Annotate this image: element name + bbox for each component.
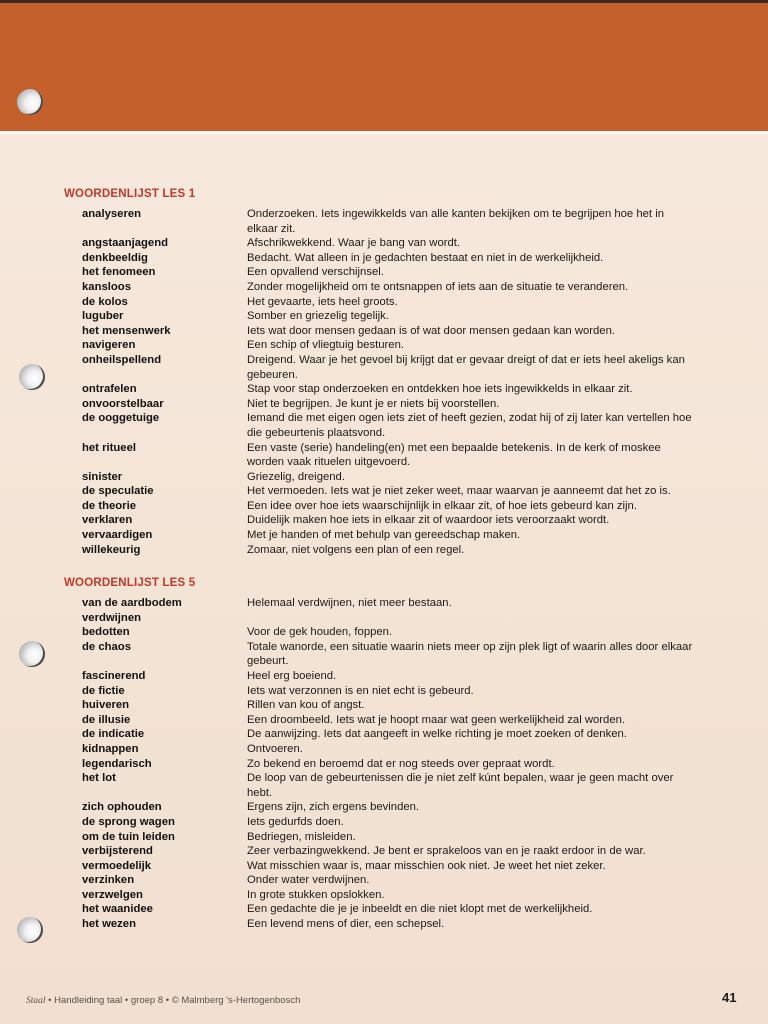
entry-term: kidnappen (82, 742, 139, 755)
entry-definition: Een idee over hoe iets waarschijnlijk in elkaar zit, of hoe iets gebeurd kan zijn. (247, 499, 637, 512)
entry-term: onvoorstelbaar (82, 397, 164, 410)
punch-hole-icon (19, 364, 45, 390)
entry-definition: De loop van de gebeurtenissen die je niet zelf kúnt bepalen, waar je geen macht over hebt. (247, 772, 674, 799)
word-entry (64, 844, 744, 859)
entry-term: de ooggetuige (82, 412, 160, 425)
entry-term: onheilspellend (82, 353, 162, 366)
entry-definition: In grote stukken opslokken. (247, 888, 385, 901)
entry-definition: Een vaste (serie) handeling(en) met een bepaalde betekenis. In de kerk of moskee worden vaak rituelen uitgevoerd. (247, 441, 661, 469)
entry-term: vermoedelijk (82, 859, 152, 872)
word-entry (64, 280, 744, 295)
entry-term: bedotten (82, 626, 130, 639)
word-entry (64, 265, 744, 280)
entry-definition: Heel erg boeiend. (247, 669, 337, 682)
word-entry (64, 888, 744, 903)
entry-term: verbijsterend (82, 845, 153, 858)
entry-definition: Ontvoeren. (247, 742, 303, 755)
entry-term: de illusie (82, 713, 131, 726)
punch-hole-icon (19, 641, 45, 667)
footer-text: • Handleiding taal • groep 8 • © Malmberg 's-Hertogenbosch (45, 995, 301, 1006)
word-entry (64, 499, 744, 514)
page-number: 41 (722, 990, 737, 1005)
header-band (0, 0, 768, 131)
entry-term: legendarisch (82, 757, 152, 770)
entry-definition: Ergens zijn, zich ergens bevinden. (247, 801, 420, 814)
word-entry (64, 800, 744, 815)
entry-term: het fenomeen (82, 266, 156, 279)
word-entry (64, 251, 744, 266)
entry-term: het waanidee (82, 903, 153, 916)
word-entry (64, 713, 744, 728)
word-entry (64, 859, 744, 874)
word-entry (64, 742, 744, 757)
entry-definition: Griezelig, dreigend. (247, 470, 345, 483)
entry-definition: Rillen van kou of angst. (247, 699, 365, 712)
entry-definition: De aanwijzing. Iets dat aangeeft in welke richting je moet zoeken of denken. (247, 728, 627, 741)
entry-term: willekeurig (82, 543, 141, 556)
entry-definition: Zeer verbazingwekkend. Je bent er sprakeloos van en je raakt erdoor in de war. (247, 845, 646, 858)
word-entry (64, 830, 744, 845)
entry-term: kansloos (82, 280, 131, 293)
entry-term: verzinken (82, 874, 135, 887)
footer-credit (26, 995, 300, 1006)
word-entry (64, 353, 744, 382)
word-list-section (64, 576, 744, 932)
entry-term: de theorie (82, 499, 136, 512)
entry-definition: Een schip of vliegtuig besturen. (247, 339, 404, 352)
entry-term: ontrafelen (82, 383, 137, 396)
entry-list (64, 207, 744, 557)
word-entry (64, 382, 744, 397)
entry-definition: Iemand die met eigen ogen iets ziet of heeft gezien, zodat hij of zij later kan vertellen hoe die gebeurtenis plaatsvond. (247, 412, 692, 439)
word-entry (64, 441, 744, 470)
entry-definition: Totale wanorde, een situatie waarin niets meer op zijn plek ligt of waarin alles door elkaar gebeurt. (247, 640, 693, 668)
entry-term: zich ophouden (82, 801, 162, 814)
entry-definition: Duidelijk maken hoe iets in elkaar zit of waardoor iets veroorzaakt wordt. (247, 514, 610, 527)
word-entry (64, 397, 744, 412)
entry-term: om de tuin leiden (82, 830, 175, 843)
entry-definition: Niet te begrijpen. Je kunt je er niets bij voorstellen. (247, 397, 500, 410)
section-title: WOORDENLIJST LES 5 (64, 577, 196, 589)
entry-definition: Een opvallend verschijnsel. (247, 266, 384, 279)
word-entry (64, 596, 744, 625)
entry-term: luguber (82, 310, 124, 323)
entry-term: de speculatie (82, 485, 154, 498)
entry-definition: Zo bekend en beroemd dat er nog steeds over gepraat wordt. (247, 757, 555, 770)
word-entry (64, 309, 744, 324)
word-entry (64, 757, 744, 772)
entry-term: de kolos (82, 295, 128, 308)
entry-term: denkbeeldig (82, 251, 148, 264)
entry-definition: Iets wat verzonnen is en niet echt is gebeurd. (247, 684, 474, 697)
entry-definition: Onder water verdwijnen. (247, 874, 370, 887)
entry-list (64, 596, 744, 932)
entry-term: het lot (82, 772, 116, 785)
entry-definition: Afschrikwekkend. Waar je bang van wordt. (247, 237, 461, 250)
entry-term: vervaardigen (82, 529, 153, 542)
entry-definition: Zomaar, niet volgens een plan of een regel. (247, 543, 465, 556)
entry-term: de fictie (82, 684, 125, 697)
word-entry (64, 207, 744, 236)
entry-definition: Bedriegen, misleiden. (247, 830, 356, 843)
entry-definition: Somber en griezelig tegelijk. (247, 310, 389, 323)
entry-definition: Voor de gek houden, foppen. (247, 626, 393, 639)
entry-term: navigeren (82, 339, 136, 352)
entry-term: het ritueel (82, 441, 136, 454)
word-entry (64, 236, 744, 251)
entry-term: het wezen (82, 918, 136, 931)
entry-definition: Zonder mogelijkheid om te ontsnappen of iets aan de situatie te veranderen. (247, 280, 629, 293)
word-entry (64, 873, 744, 888)
word-entry (64, 470, 744, 485)
word-entry (64, 625, 744, 640)
entry-definition: Onderzoeken. Iets ingewikkelds van alle kanten bekijken om te begrijpen hoe het in elkaar zit. (247, 208, 664, 235)
entry-definition: Met je handen of met behulp van gereedschap maken. (247, 529, 521, 542)
word-entry (64, 727, 744, 742)
word-entry (64, 902, 744, 917)
entry-definition: Het vermoeden. Iets wat je niet zeker weet, maar waarvan je aanneemt dat het zo is. (247, 485, 671, 498)
entry-term: sinister (82, 470, 123, 483)
entry-term: angstaanjagend (82, 237, 169, 250)
word-entry (64, 669, 744, 684)
word-entry (64, 528, 744, 543)
entry-definition: Bedacht. Wat alleen in je gedachten bestaat en niet in de werkelijkheid. (247, 251, 604, 264)
entry-definition: Stap voor stap onderzoeken en ontdekken hoe iets ingewikkelds in elkaar zit. (247, 383, 633, 396)
entry-term: verklaren (82, 514, 133, 527)
word-entry (64, 295, 744, 310)
header-top-line (0, 0, 768, 3)
punch-hole-icon (17, 917, 43, 943)
entry-definition: Helemaal verdwijnen, niet meer bestaan. (247, 597, 452, 609)
entry-definition: Een levend mens of dier, een schepsel. (247, 918, 445, 931)
entry-term: de indicatie (82, 728, 145, 741)
word-entry (64, 324, 744, 339)
entry-definition: Een droombeeld. Iets wat je hoopt maar wat geen werkelijkheid zal worden. (247, 713, 626, 726)
entry-definition: Een gedachte die je je inbeeldt en die niet klopt met de werkelijkheid. (247, 903, 593, 916)
entry-term: de sprong wagen (82, 815, 175, 828)
entry-term: de chaos (82, 640, 131, 653)
word-entry (64, 338, 744, 353)
entry-term: huiveren (82, 699, 130, 712)
entry-term: het mensenwerk (82, 324, 171, 337)
entry-definition: Iets wat door mensen gedaan is of wat door mensen gedaan kan worden. (247, 324, 616, 337)
entry-term: verzwelgen (82, 888, 143, 901)
punch-hole-icon (17, 89, 43, 115)
word-entry (64, 484, 744, 499)
entry-term: analyseren (82, 208, 142, 220)
entry-definition: Wat misschien waar is, maar misschien ook niet. Je weet het niet zeker. (247, 859, 606, 872)
word-entry (64, 543, 744, 558)
word-entry (64, 917, 744, 932)
word-entry (64, 513, 744, 528)
entry-definition: Iets gedurfds doen. (247, 815, 344, 828)
word-entry (64, 411, 744, 440)
entry-definition: Dreigend. Waar je het gevoel bij krijgt dat er gevaar dreigt of dat er iets heel akeligs kan gebeuren. (247, 353, 685, 381)
word-entry (64, 771, 744, 800)
section-title: WOORDENLIJST LES 1 (64, 188, 196, 200)
entry-term: fascinerend (82, 669, 146, 682)
word-entry (64, 684, 744, 699)
word-entry (64, 698, 744, 713)
word-entry (64, 815, 744, 830)
entry-definition: Het gevaarte, iets heel groots. (247, 295, 398, 308)
word-list-section (64, 187, 744, 557)
word-entry (64, 640, 744, 669)
entry-term: van de aardbodem verdwijnen (82, 597, 182, 624)
footer-brand: Staal (26, 996, 46, 1006)
